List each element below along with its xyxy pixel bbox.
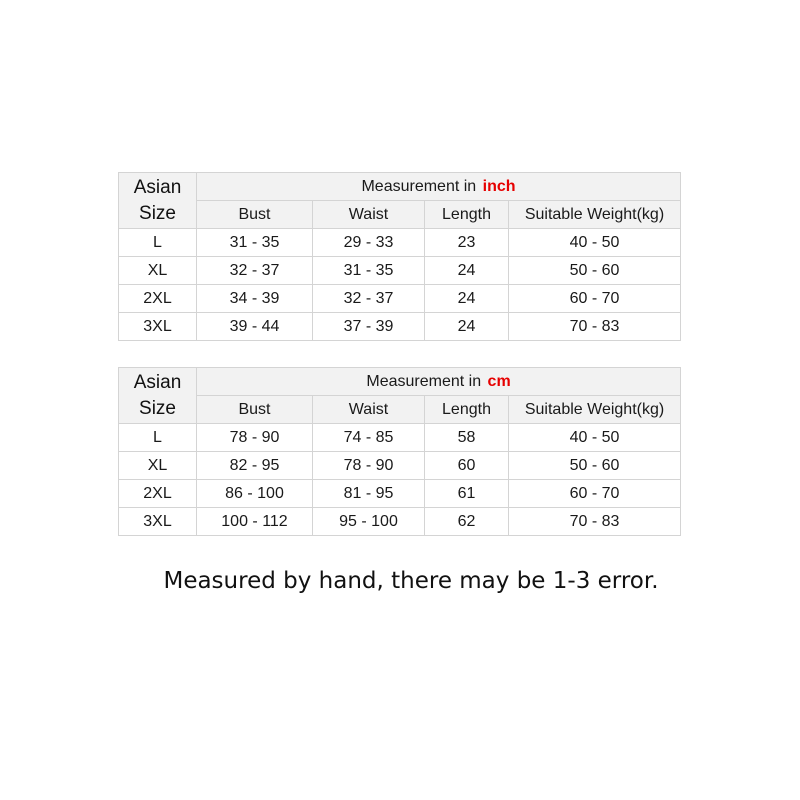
- weight-cell: 50 - 60: [509, 452, 681, 480]
- weight-cell: 70 - 83: [509, 508, 681, 536]
- asian-size-header: [119, 368, 197, 424]
- waist-cell: 95 - 100: [313, 508, 425, 536]
- length-cell: 23: [425, 229, 509, 257]
- asian-size-label-line1: Asian: [133, 176, 182, 198]
- measurement-note: Measured by hand, there may be 1-3 error.: [163, 568, 659, 594]
- weight-cell: 60 - 70: [509, 285, 681, 313]
- bust-cell: 34 - 39: [197, 285, 313, 313]
- measurement-prefix: Measurement in: [361, 177, 481, 195]
- column-header-length: Length: [425, 396, 509, 424]
- length-cell: 61: [425, 480, 509, 508]
- bust-cell: 31 - 35: [197, 229, 313, 257]
- bust-cell: 39 - 44: [197, 313, 313, 341]
- weight-cell: 40 - 50: [509, 229, 681, 257]
- bust-cell: 86 - 100: [197, 480, 313, 508]
- table-row: [119, 424, 681, 452]
- asian-size-label-line1: Asian: [133, 371, 182, 393]
- bust-cell: 82 - 95: [197, 452, 313, 480]
- length-cell: 58: [425, 424, 509, 452]
- table-row: [119, 285, 681, 313]
- size-cell: 2XL: [119, 480, 197, 508]
- column-header-weight: Suitable Weight(kg): [509, 201, 681, 229]
- weight-cell: 70 - 83: [509, 313, 681, 341]
- unit-label: inch: [482, 177, 516, 195]
- asian-size-header: [119, 173, 197, 229]
- table-row: [119, 480, 681, 508]
- unit-label: cm: [487, 372, 511, 390]
- table-row: [119, 229, 681, 257]
- size-cell: 3XL: [119, 313, 197, 341]
- weight-cell: 50 - 60: [509, 257, 681, 285]
- length-cell: 24: [425, 285, 509, 313]
- table-row: [119, 452, 681, 480]
- length-cell: 62: [425, 508, 509, 536]
- waist-cell: 32 - 37: [313, 285, 425, 313]
- column-header-weight: Suitable Weight(kg): [509, 396, 681, 424]
- measurement-header: [197, 173, 681, 201]
- length-cell: 24: [425, 257, 509, 285]
- bust-cell: 100 - 112: [197, 508, 313, 536]
- asian-size-label-line2: Size: [139, 397, 176, 419]
- waist-cell: 37 - 39: [313, 313, 425, 341]
- size-chart-inch: [118, 172, 681, 341]
- weight-cell: 60 - 70: [509, 480, 681, 508]
- asian-size-label-line2: Size: [139, 202, 176, 224]
- waist-cell: 78 - 90: [313, 452, 425, 480]
- column-header-bust: Bust: [197, 201, 313, 229]
- waist-cell: 74 - 85: [313, 424, 425, 452]
- size-chart-cm: [118, 367, 681, 536]
- bust-cell: 32 - 37: [197, 257, 313, 285]
- weight-cell: 40 - 50: [509, 424, 681, 452]
- bust-cell: 78 - 90: [197, 424, 313, 452]
- table-row: [119, 257, 681, 285]
- size-cell: L: [119, 229, 197, 257]
- waist-cell: 31 - 35: [313, 257, 425, 285]
- table-row: [119, 508, 681, 536]
- column-header-waist: Waist: [313, 396, 425, 424]
- column-header-bust: Bust: [197, 396, 313, 424]
- size-cell: XL: [119, 257, 197, 285]
- waist-cell: 29 - 33: [313, 229, 425, 257]
- measurement-header: [197, 368, 681, 396]
- size-cell: 3XL: [119, 508, 197, 536]
- length-cell: 24: [425, 313, 509, 341]
- size-cell: XL: [119, 452, 197, 480]
- measurement-prefix: Measurement in: [366, 372, 486, 390]
- table-row: [119, 313, 681, 341]
- length-cell: 60: [425, 452, 509, 480]
- waist-cell: 81 - 95: [313, 480, 425, 508]
- column-header-length: Length: [425, 201, 509, 229]
- size-cell: L: [119, 424, 197, 452]
- column-header-waist: Waist: [313, 201, 425, 229]
- size-cell: 2XL: [119, 285, 197, 313]
